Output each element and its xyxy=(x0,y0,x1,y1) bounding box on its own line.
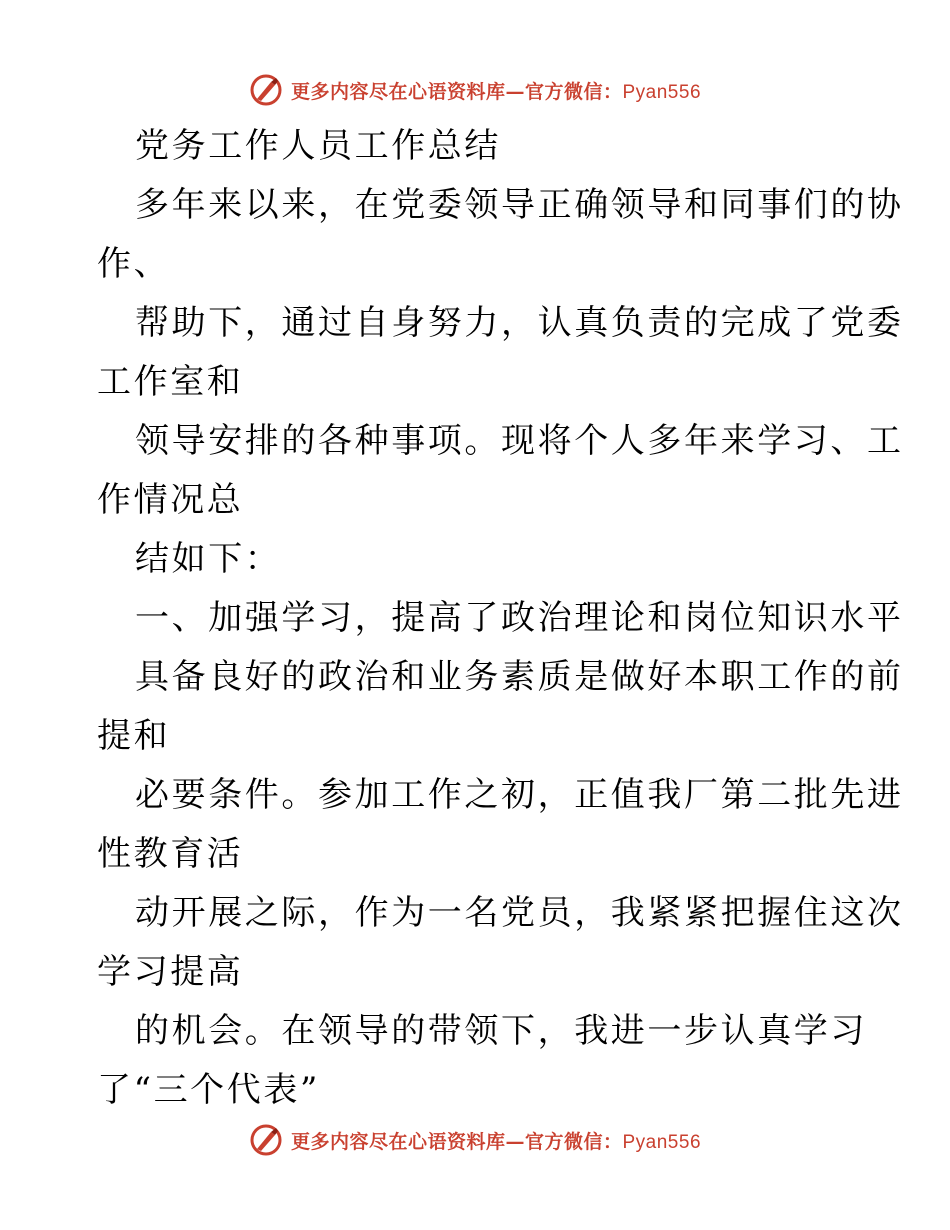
body-line: 动开展之际，作为一名党员，我紧紧把握住这次 xyxy=(135,893,904,933)
banner-text: 更多内容尽在心语资料库—官方微信：Pyan556 xyxy=(290,1130,702,1153)
body-line: 性教育活 xyxy=(97,834,244,874)
quill-pen-logo-icon xyxy=(249,73,283,107)
body-line: 的机会。在领导的带领下，我进一步认真学习 xyxy=(135,1011,867,1051)
header-banner xyxy=(0,70,950,110)
wechat-id: Pyan556 xyxy=(622,1131,702,1153)
document-title: 党务工作人员工作总结 xyxy=(135,126,501,166)
quill-pen-logo-icon xyxy=(249,1123,283,1157)
section-heading: 一、加强学习，提高了政治理论和岗位知识水平 xyxy=(135,598,904,638)
banner-text: 更多内容尽在心语资料库—官方微信：Pyan556 xyxy=(290,80,702,103)
body-line: 多年来以来，在党委领导正确领导和同事们的协 xyxy=(135,185,904,225)
body-line: 作、 xyxy=(97,244,171,284)
footer-banner xyxy=(0,1120,950,1160)
body-line: 提和 xyxy=(97,716,171,756)
body-line: 结如下： xyxy=(135,539,282,579)
body-line: 必要条件。参加工作之初，正值我厂第二批先进 xyxy=(135,775,904,815)
body-line: 具备良好的政治和业务素质是做好本职工作的前 xyxy=(135,657,904,697)
body-line: 领导安排的各种事项。现将个人多年来学习、工 xyxy=(135,421,904,461)
body-line: 了“三个代表” xyxy=(97,1070,320,1110)
body-line: 学习提高 xyxy=(97,952,244,992)
body-line: 作情况总 xyxy=(97,480,244,520)
body-line: 帮助下，通过自身努力，认真负责的完成了党委 xyxy=(135,303,904,343)
wechat-id: Pyan556 xyxy=(622,81,702,103)
body-line: 工作室和 xyxy=(97,362,244,402)
